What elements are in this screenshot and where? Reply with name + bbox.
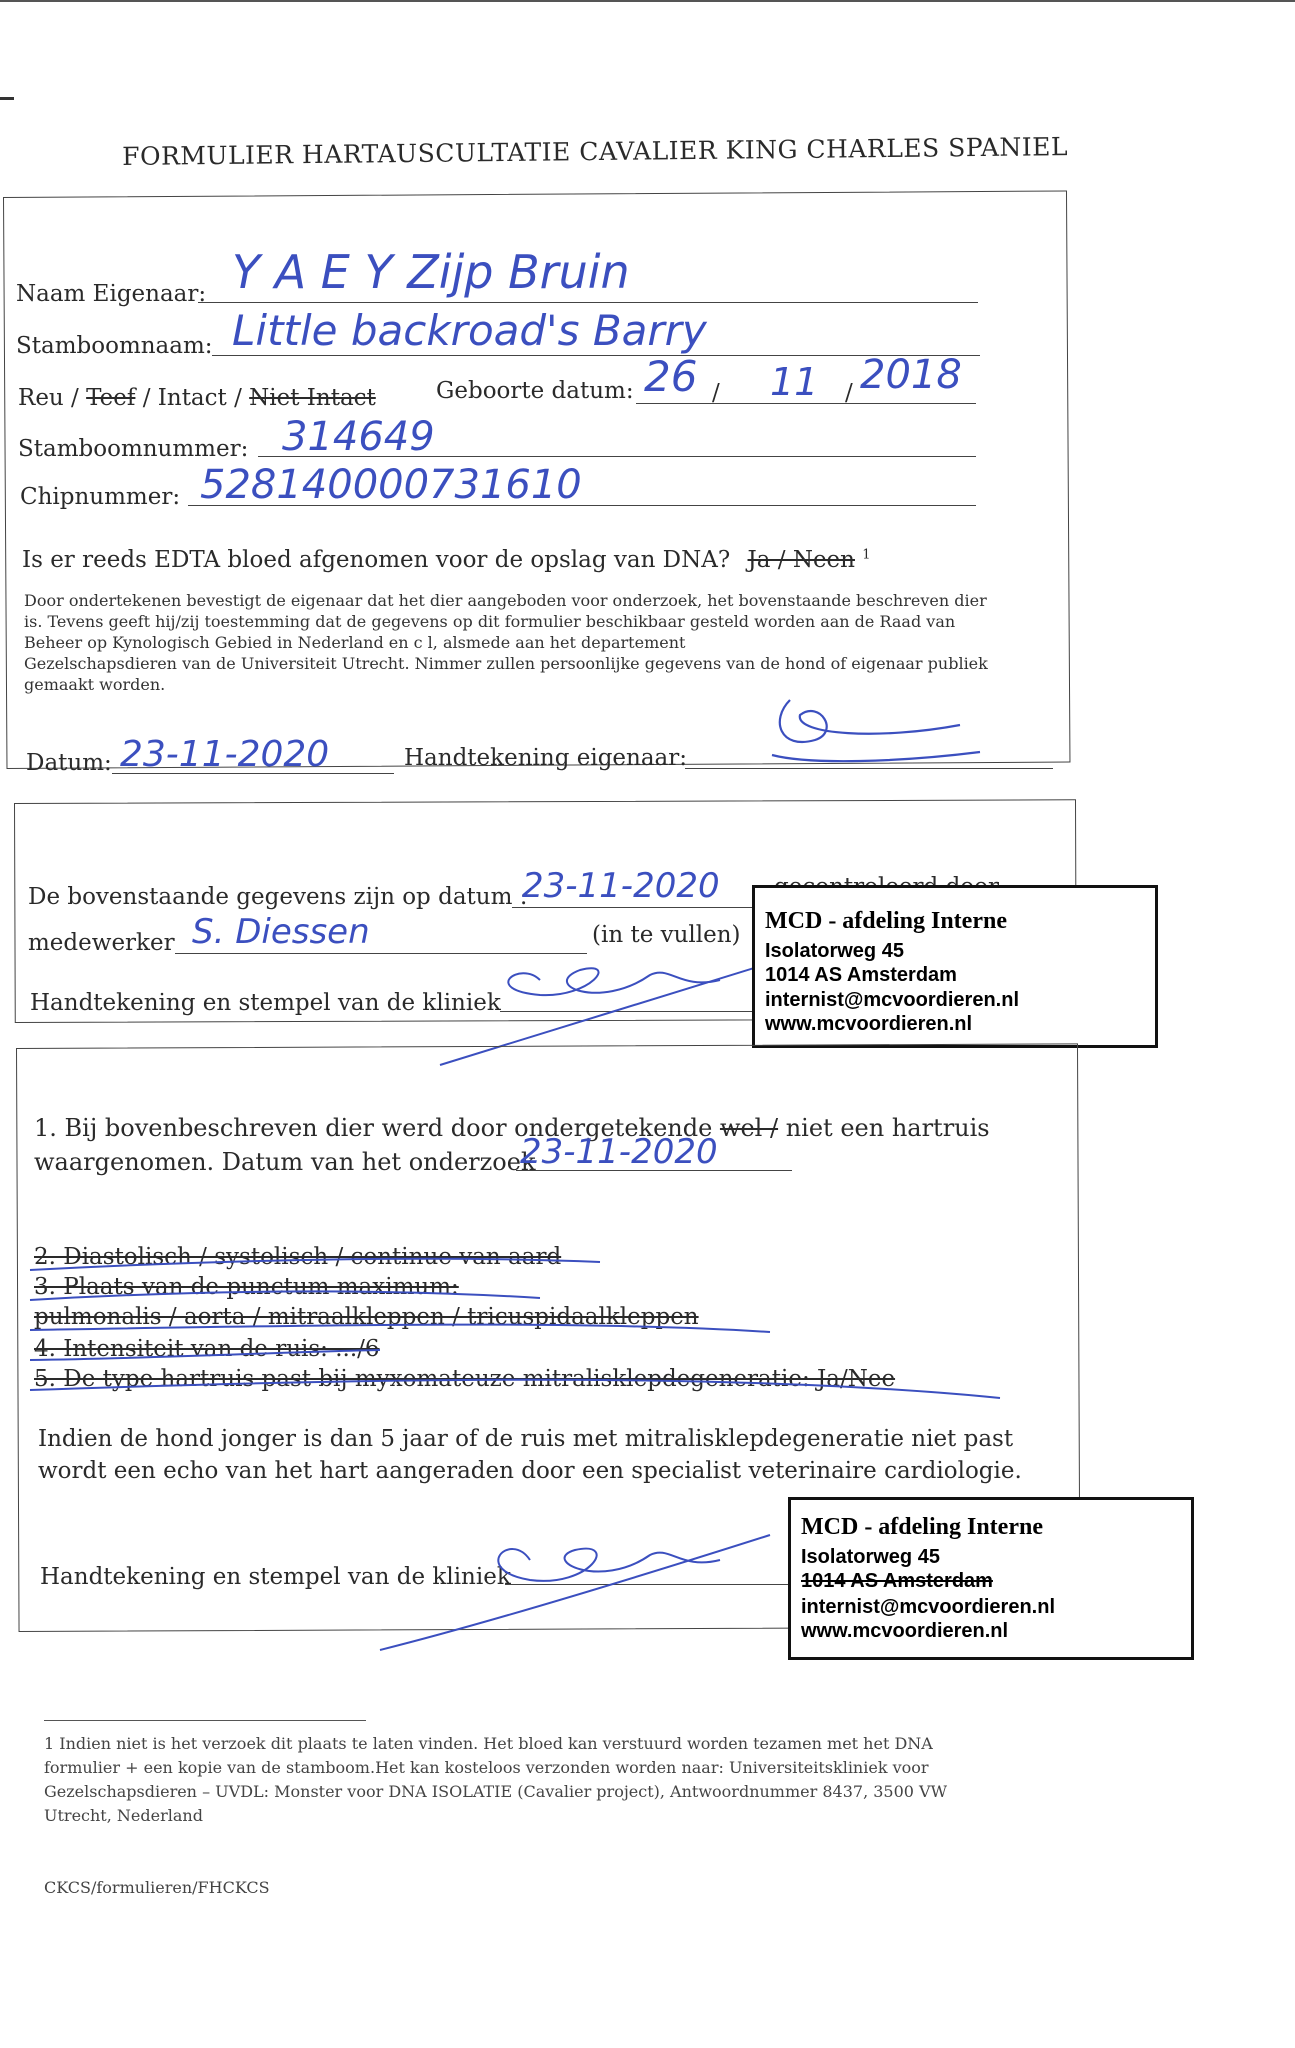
exam-item2: 2. Diastolisch / systolisch / continue van aard (34, 1244, 562, 1270)
niet-intact-label: Niet Intact (249, 385, 376, 411)
stamp-2-line-4: internist@mcvoordieren.nl (801, 1596, 1055, 1618)
geboorte-year: 2018 (860, 352, 962, 398)
check-date-line (512, 907, 770, 908)
exam-item4: 4. Intensiteit van de ruis: .../6 (34, 1336, 380, 1362)
edta-question-text: Is er reeds EDTA bloed afgenomen voor de opslag van DNA? (22, 547, 731, 573)
form-title: FORMULIER HARTAUSCULTATIE CAVALIER KING CHARLES SPANIEL (122, 132, 1069, 171)
teef-label: Teef (86, 385, 136, 411)
stamboomnaam-value: Little backroad's Barry (232, 306, 707, 355)
footnote-line-3: Gezelschapsdieren – UVDL: Monster voor DNA ISOLATIE (Cavalier project), Antwoordnummer 8437, 3500 VW (44, 1782, 948, 1801)
edta-answer: Ja / Neen (747, 547, 855, 573)
footnote-line-1: 1 Indien niet is het verzoek dit plaats te laten vinden. Het bloed kan verstuurd worden tezamen met het DNA (44, 1734, 933, 1753)
stamboomnaam-label: Stamboomnaam: (16, 333, 213, 359)
exam-item1-b: niet een hartruis (785, 1114, 990, 1142)
stamboomnummer-value: 314649 (282, 414, 435, 460)
stamp-1-line-5: www.mcvoordieren.nl (765, 1013, 973, 1035)
invullen-label: (in te vullen) (592, 922, 741, 948)
stamp-2-line-3: 1014 AS Amsterdam (801, 1570, 993, 1592)
clinic-stamp-1 (752, 885, 1158, 1048)
exam-item3: 3. Plaats van de punctum maximum: (34, 1274, 459, 1300)
chipnummer-label: Chipnummer: (20, 484, 181, 510)
clinic-stamp-2 (788, 1497, 1194, 1660)
exam-note-line-1: Indien de hond jonger is dan 5 jaar of de ruis met mitralisklepdegeneratie niet past (38, 1426, 1014, 1452)
consent-line-1: Door ondertekenen bevestigt de eigenaar dat het dier aangeboden voor onderzoek, het bovenstaande beschreven dier (24, 591, 987, 610)
stamp-1-line-3: 1014 AS Amsterdam (765, 964, 957, 986)
stamp-2-line-1: MCD - afdeling Interne (801, 1514, 1043, 1540)
reu-label: Reu / (18, 385, 79, 411)
geboorte-day: 26 (644, 352, 698, 401)
scan-mark (0, 97, 14, 100)
clinic-signature-2 (360, 1500, 780, 1660)
edta-question (22, 547, 871, 573)
exam-item1-wel: wel / (719, 1114, 779, 1142)
chipnummer-value: 528140000731610 (200, 462, 582, 508)
exam-date: 23-11-2020 (520, 1132, 718, 1172)
datum-value: 23-11-2020 (120, 734, 330, 775)
footnote-line-2: formulier + een kopie van de stamboom.Het kan kosteloos verzonden worden naar: Universiteitskliniek voor (44, 1758, 929, 1777)
stamp-1-line-4: internist@mcvoordieren.nl (765, 989, 1019, 1011)
naam-label: Naam Eigenaar: (16, 281, 207, 307)
owner-signature (760, 680, 1000, 770)
exam-item1-c: waargenomen. Datum van het onderzoek (34, 1148, 536, 1176)
form-code: CKCS/formulieren/FHCKCS (44, 1878, 270, 1897)
date-slash-1: / (712, 380, 720, 406)
exam-item1-a: 1. Bij bovenbeschreven dier werd door ondergetekende (34, 1114, 713, 1142)
stamp-2-line-2: Isolatorweg 45 (801, 1546, 940, 1568)
stamboomnummer-label: Stamboomnummer: (18, 436, 249, 462)
footnote-separator (44, 1720, 366, 1721)
stamp-1-line-1: MCD - afdeling Interne (765, 908, 1007, 934)
check-handtekening-label: Handtekening en stempel van de kliniek (30, 990, 501, 1016)
stamp-2-line-5: www.mcvoordieren.nl (801, 1620, 1009, 1642)
geboorte-label: Geboorte datum: (436, 378, 634, 404)
edta-footnote-ref: 1 (862, 547, 871, 563)
medewerker-value: S. Diessen (192, 912, 370, 952)
naam-line (198, 302, 978, 303)
exam-handtekening-label: Handtekening en stempel van de kliniek (40, 1564, 511, 1590)
consent-line-2: is. Tevens geeft hij/zij toestemming dat de gegevens op dit formulier beschikbaar gesteld worden aan de Raad van (24, 612, 956, 631)
exam-item3b: pulmonalis / aorta / mitraalkleppen / tricuspidaalkleppen (34, 1304, 699, 1330)
scan-top-edge (0, 0, 1295, 2)
footnote (44, 1732, 1044, 1828)
check-line1-label: De bovenstaande gegevens zijn op datum : (28, 884, 528, 910)
consent-line-4: Gezelschapsdieren van de Universiteit Utrecht. Nimmer zullen persoonlijke gegevens van de hond of eigenaar publiek (24, 654, 988, 673)
strike-lines (20, 1240, 1020, 1400)
exam-note-line-2: wordt een echo van het hart aangeraden door een specialist veterinaire cardiologie. (38, 1458, 1022, 1484)
handtekening-eigenaar-label: Handtekening eigenaar: (404, 745, 688, 771)
stamp-1-line-2: Isolatorweg 45 (765, 940, 904, 962)
check-date: 23-11-2020 (522, 866, 720, 906)
naam-value: Y A E Y Zijp Bruin (232, 245, 630, 299)
date-slash-2: / (845, 380, 853, 406)
exam-item1-line (34, 1114, 990, 1142)
exam-item5: 5. De type hartruis past bij myxomateuze mitralisklepdegeneratie: Ja/Nee (34, 1366, 896, 1392)
consent-line-5: gemaakt worden. (24, 675, 166, 694)
datum-label: Datum: (26, 750, 112, 776)
footnote-line-4: Utrecht, Nederland (44, 1806, 203, 1825)
consent-line-3: Beheer op Kynologisch Gebied in Nederland en c l, alsmede aan het departement (24, 633, 686, 652)
geboorte-month: 11 (770, 360, 819, 404)
intact-label: / Intact / (142, 385, 242, 411)
sex-label-row (18, 385, 376, 411)
medewerker-label: medewerker (28, 930, 175, 956)
